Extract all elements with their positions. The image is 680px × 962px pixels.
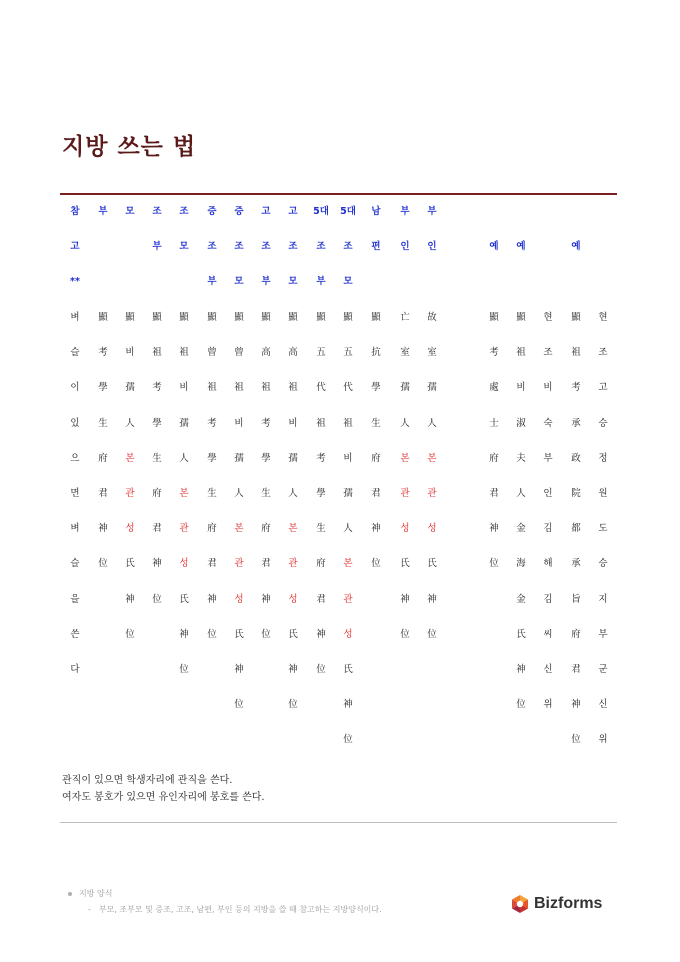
jibang-char: 씨 (543, 628, 553, 640)
jibang-char: 원 (598, 488, 608, 499)
jibang-char: 海 (516, 558, 526, 570)
jibang-char: 生 (261, 488, 271, 499)
jibang-char: 故 (427, 312, 437, 323)
jibang-char: 代 (343, 382, 353, 394)
notes (62, 772, 265, 806)
jibang-char: 神 (98, 523, 108, 535)
jibang-char: 人 (179, 452, 189, 464)
jibang-char: 神 (489, 523, 499, 535)
jibang-char: 代 (316, 382, 326, 394)
jibang-char: 神 (234, 664, 244, 675)
jibang-char: 顯 (316, 312, 326, 323)
dash-icon: - (88, 905, 91, 914)
column-header-cell: 조 (234, 241, 244, 252)
jibang-char: 孺 (125, 382, 135, 394)
note-line: 관직이 있으면 학생자리에 관직을 쓴다. (62, 775, 233, 786)
column-header-cell: 고 (261, 206, 271, 217)
column-header-cell: 남 (371, 206, 381, 217)
column-header-cell: 조 (207, 241, 217, 252)
jibang-char: 金 (516, 523, 526, 535)
jibang-char: 氏 (179, 593, 189, 605)
jibang-char: 學 (261, 452, 271, 464)
placeholder-char: 성 (234, 593, 244, 605)
jibang-char: 位 (427, 628, 437, 640)
jibang-char: 承 (571, 558, 581, 570)
jibang-char: 祖 (234, 382, 244, 394)
jibang-char: 으 (70, 452, 80, 464)
jibang-char: 高 (261, 347, 271, 359)
jibang-char: 부 (598, 628, 608, 640)
jibang-char: 考 (98, 347, 108, 359)
jibang-char: 해 (543, 558, 553, 570)
jibang-char: 神 (261, 593, 271, 605)
jibang-char: 學 (152, 417, 162, 429)
jibang-char: 人 (400, 417, 410, 429)
jibang-char: 祖 (261, 382, 271, 394)
jibang-char: 神 (152, 558, 162, 570)
jibang-char: 神 (125, 593, 135, 605)
column-header-cell: 모 (125, 206, 135, 217)
column-header-cell: 부 (152, 241, 162, 252)
jibang-char: 비 (343, 452, 353, 464)
jibang-char: 顯 (371, 312, 381, 323)
jibang-char: 군 (598, 664, 608, 675)
footer-description: 부모, 조부모 및 증조, 고조, 남편, 부인 등의 지방을 쓸 때 참고하는 지방양식이다. (98, 905, 382, 914)
jibang-char: 神 (316, 628, 326, 640)
jibang-char: 顯 (98, 312, 108, 323)
column-header-cell: 모 (179, 241, 189, 252)
jibang-char: 學 (98, 382, 108, 394)
column-header-cell: 부 (207, 276, 217, 287)
jibang-char: 曾 (207, 347, 217, 359)
jibang-char: 府 (489, 452, 499, 464)
jibang-char: 지 (598, 593, 608, 605)
placeholder-char: 본 (125, 452, 135, 464)
placeholder-char: 성 (343, 628, 353, 640)
jibang-char: 府 (152, 488, 162, 499)
jibang-char: 君 (489, 488, 499, 499)
jibang-char: 五 (316, 347, 326, 359)
column-header-cell: 예 (571, 241, 581, 252)
jibang-char: 을 (70, 593, 80, 605)
jibang-char: 位 (98, 558, 108, 570)
jibang-char: 벼 (70, 523, 80, 535)
jibang-char: 비 (543, 382, 553, 394)
jibang-char: 祖 (288, 382, 298, 394)
jibang-char: 人 (288, 488, 298, 499)
jibang-char: 顯 (234, 312, 244, 323)
jibang-char: 位 (516, 699, 526, 711)
jibang-char: 旨 (571, 593, 581, 605)
placeholder-char: 성 (288, 593, 298, 605)
column-header-cell: 편 (371, 241, 381, 252)
jibang-char: 承 (571, 417, 581, 429)
column-header-cell: 인 (400, 241, 410, 252)
jibang-char: 考 (489, 347, 499, 359)
jibang-char: 神 (516, 664, 526, 675)
jibang-char: 位 (571, 734, 581, 746)
jibang-char: 君 (261, 558, 271, 570)
jibang-char: 도 (598, 523, 608, 535)
jibang-char: 神 (207, 593, 217, 605)
column-header-cell: 5대 (340, 206, 356, 217)
jibang-char: 人 (234, 488, 244, 499)
jibang-char: 쓴 (70, 628, 80, 640)
jibang-char: 면 (70, 488, 80, 499)
placeholder-char: 성 (179, 558, 189, 570)
jibang-char: 處 (489, 382, 499, 394)
jibang-char: 府 (371, 452, 381, 464)
placeholder-char: 본 (288, 523, 298, 535)
placeholder-char: 성 (427, 523, 437, 535)
jibang-char: 祖 (152, 347, 162, 359)
jibang-char: 都 (571, 523, 581, 535)
jibang-char: 金 (516, 593, 526, 605)
column-header-cell: 조 (261, 241, 271, 252)
jibang-char: 生 (316, 523, 326, 535)
jibang-char: 조 (598, 347, 608, 359)
jibang-char: 君 (152, 523, 162, 535)
placeholder-char: 관 (179, 523, 189, 535)
jibang-char: 孺 (179, 417, 189, 429)
jibang-char: 슬 (70, 558, 80, 570)
placeholder-char: 본 (343, 558, 353, 570)
jibang-char: 位 (343, 734, 353, 746)
brand-logo[interactable] (510, 894, 602, 914)
jibang-char: 氏 (288, 628, 298, 640)
jibang-char: 祖 (343, 417, 353, 429)
column-header-cell: 참 (70, 206, 80, 217)
column-header-cell: 모 (234, 276, 244, 287)
jibang-char: 夫 (516, 452, 526, 464)
jibang-char: 生 (152, 452, 162, 464)
jibang-char: 벼 (70, 312, 80, 323)
column-header-cell: 증 (234, 206, 244, 217)
jibang-char: 神 (371, 523, 381, 535)
jibang-char: 生 (371, 417, 381, 429)
jibang-char: 士 (489, 417, 499, 429)
jibang-char: 考 (316, 452, 326, 464)
jibang-char: 신 (598, 699, 608, 711)
jibang-char: 孺 (288, 452, 298, 464)
jibang-char: 考 (571, 382, 581, 394)
jibang-char: 비 (516, 382, 526, 394)
jibang-char: 淑 (516, 417, 526, 429)
jibang-char: 君 (98, 488, 108, 499)
column-header-cell: 고 (70, 241, 80, 252)
placeholder-char: 성 (125, 523, 135, 535)
bullet-icon (68, 892, 72, 896)
jibang-char: 抗 (371, 347, 381, 359)
placeholder-char: 성 (400, 523, 410, 535)
footer-divider (60, 822, 617, 823)
jibang-char: 顯 (288, 312, 298, 323)
jibang-char: 生 (207, 488, 217, 499)
jibang-char: 顯 (207, 312, 217, 323)
jibang-char: 府 (316, 558, 326, 570)
jibang-char: 人 (343, 523, 353, 535)
jibang-char: 室 (400, 347, 410, 359)
jibang-char: 다 (70, 664, 80, 675)
placeholder-char: 관 (234, 558, 244, 570)
jibang-char: 考 (152, 382, 162, 394)
jibang-char: 위 (543, 699, 553, 711)
column-header-cell: 조 (343, 241, 353, 252)
footer-bullet-text: 지방 양식 (79, 889, 113, 898)
jibang-char: 位 (261, 628, 271, 640)
jibang-char: 정 (598, 452, 608, 464)
jibang-char: 조 (543, 347, 553, 359)
jibang-char: 위 (598, 734, 608, 746)
jibang-char: 孺 (400, 382, 410, 394)
jibang-char: 祖 (207, 382, 217, 394)
column-header-cell: 조 (179, 206, 189, 217)
jibang-char: 부 (543, 452, 553, 464)
jibang-char: 신 (543, 664, 553, 675)
jibang-char: 김 (543, 523, 553, 535)
jibang-char: 府 (207, 523, 217, 535)
jibang-char: 비 (179, 382, 189, 394)
jibang-char: 位 (207, 628, 217, 640)
jibang-char: 비 (288, 417, 298, 429)
brand-name: Bizforms (534, 895, 603, 912)
note-line: 여자도 봉호가 있으면 유인자리에 봉호를 쓴다. (62, 792, 265, 803)
jibang-char: 슬 (70, 347, 80, 359)
column-header-cell: 예 (516, 241, 526, 252)
jibang-char: 비 (234, 417, 244, 429)
jibang-char: 位 (125, 628, 135, 640)
jibang-char: 生 (98, 417, 108, 429)
column-header-cell: 모 (288, 276, 298, 287)
jibang-char: 府 (571, 628, 581, 640)
jibang-char: 君 (316, 593, 326, 605)
column-header-cell: 예 (489, 241, 499, 252)
jibang-char: 五 (343, 347, 353, 359)
jibang-char: 學 (207, 452, 217, 464)
jibang-char: 神 (427, 593, 437, 605)
column-header-cell: 부 (427, 206, 437, 217)
column-header-cell: 조 (152, 206, 162, 217)
jibang-char: 있 (70, 417, 80, 429)
jibang-char: 顯 (571, 312, 581, 323)
jibang-char: 學 (316, 488, 326, 499)
jibang-char: 考 (207, 417, 217, 429)
jibang-char: 氏 (343, 664, 353, 675)
jibang-char: 君 (371, 488, 381, 499)
jibang-char: 神 (400, 593, 410, 605)
column-header-cell: 부 (98, 206, 108, 217)
jibang-char: 현 (598, 312, 608, 323)
footer-info (68, 886, 382, 918)
jibang-char: 位 (234, 699, 244, 711)
jibang-char: 位 (371, 558, 381, 570)
jibang-char: 인 (543, 488, 553, 499)
jibang-char: 位 (152, 593, 162, 605)
jibang-char: 考 (261, 417, 271, 429)
jibang-char: 顯 (125, 312, 135, 323)
jibang-char: 神 (288, 664, 298, 675)
jibang-char: 位 (288, 699, 298, 711)
jibang-char: 學 (371, 382, 381, 394)
jibang-char: 神 (571, 699, 581, 711)
jibang-char: 人 (427, 417, 437, 429)
jibang-char: 政 (571, 452, 581, 464)
column-header-cell: 조 (316, 241, 326, 252)
jibang-char: 高 (288, 347, 298, 359)
column-header-cell: 조 (288, 241, 298, 252)
jibang-char: 祖 (516, 347, 526, 359)
jibang-char: 이 (70, 382, 80, 394)
jibang-char: 승 (598, 417, 608, 429)
jibang-char: 顯 (516, 312, 526, 323)
jibang-char: 顯 (343, 312, 353, 323)
jibang-char: 顯 (152, 312, 162, 323)
placeholder-char: 본 (179, 488, 189, 499)
jibang-char: 府 (261, 523, 271, 535)
jibang-char: 祖 (316, 417, 326, 429)
jibang-char: 氏 (400, 558, 410, 570)
column-header-cell: ** (70, 276, 80, 287)
placeholder-char: 관 (343, 593, 353, 605)
jibang-char: 孺 (343, 488, 353, 499)
column-header-cell: 5대 (313, 206, 329, 217)
bizforms-logo-icon (510, 894, 530, 914)
jibang-char: 位 (400, 628, 410, 640)
placeholder-char: 본 (427, 452, 437, 464)
column-header-cell: 부 (316, 276, 326, 287)
jibang-char: 氏 (516, 628, 526, 640)
jibang-char: 顯 (179, 312, 189, 323)
column-header-cell: 인 (427, 241, 437, 252)
jibang-char: 君 (571, 664, 581, 675)
jibang-char: 祖 (571, 347, 581, 359)
column-header-cell: 고 (288, 206, 298, 217)
jibang-char: 曾 (234, 347, 244, 359)
jibang-char: 院 (571, 488, 581, 499)
jibang-char: 고 (598, 382, 608, 394)
jibang-char: 亡 (400, 312, 410, 323)
jibang-char: 김 (543, 593, 553, 605)
jibang-char: 顯 (261, 312, 271, 323)
jibang-char: 位 (489, 558, 499, 570)
jibang-char: 人 (516, 488, 526, 499)
jibang-char: 孺 (427, 382, 437, 394)
jibang-char: 孺 (234, 452, 244, 464)
page-title: 지방 쓰는 법 (62, 134, 197, 160)
jibang-char: 숙 (543, 417, 553, 429)
column-header-cell: 증 (207, 206, 217, 217)
placeholder-char: 관 (400, 488, 410, 499)
jibang-char: 顯 (489, 312, 499, 323)
jibang-char: 祖 (179, 347, 189, 359)
jibang-char: 君 (207, 558, 217, 570)
jibang-char: 室 (427, 347, 437, 359)
jibang-char: 府 (98, 452, 108, 464)
jibang-char: 位 (316, 664, 326, 675)
jibang-char: 氏 (125, 558, 135, 570)
placeholder-char: 관 (125, 488, 135, 499)
jibang-char: 현 (543, 312, 553, 323)
column-header-cell: 부 (261, 276, 271, 287)
column-header-cell: 부 (400, 206, 410, 217)
jibang-char: 神 (343, 699, 353, 711)
column-header-cell: 모 (343, 276, 353, 287)
placeholder-char: 관 (427, 488, 437, 499)
jibang-char: 人 (125, 417, 135, 429)
placeholder-char: 본 (234, 523, 244, 535)
jibang-char: 승 (598, 558, 608, 570)
jibang-char: 神 (179, 628, 189, 640)
placeholder-char: 관 (288, 558, 298, 570)
jibang-char: 位 (179, 664, 189, 675)
jibang-char: 氏 (234, 628, 244, 640)
jibang-char: 氏 (427, 558, 437, 570)
placeholder-char: 본 (400, 452, 410, 464)
jibang-char: 비 (125, 347, 135, 359)
